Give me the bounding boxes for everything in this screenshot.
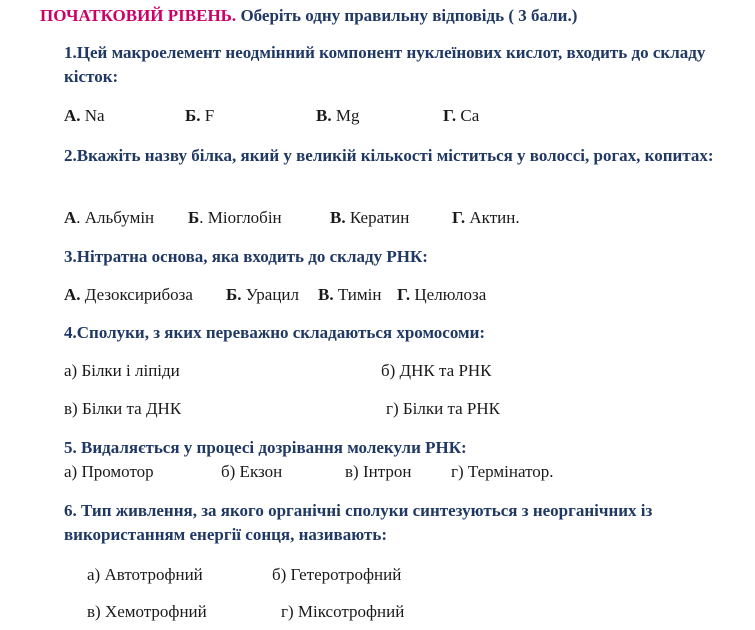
q4-option-a[interactable]: а) Білки і ліпіди bbox=[64, 361, 180, 380]
q3-option-c[interactable] bbox=[318, 285, 381, 305]
option-letter: В. bbox=[330, 208, 346, 227]
option-text: Дезоксирибоза bbox=[80, 285, 193, 304]
q5-option-b[interactable]: б) Екзон bbox=[221, 462, 283, 481]
option-letter: Г. bbox=[397, 285, 411, 304]
level-title: ПОЧАТКОВИЙ РІВЕНЬ. bbox=[40, 6, 237, 25]
q6-option-c[interactable]: в) Хемотрофний bbox=[87, 602, 207, 621]
q4-option-c[interactable]: в) Білки та ДНК bbox=[64, 399, 182, 418]
question-5: 5. Видаляється у процесі дозрівання молекули РНК: bbox=[64, 438, 467, 457]
q3-option-b[interactable] bbox=[226, 285, 299, 305]
q4-option-b[interactable]: б) ДНК та РНК bbox=[381, 361, 492, 380]
q1-option-b[interactable] bbox=[185, 106, 214, 126]
q1-option-d[interactable] bbox=[443, 106, 479, 126]
option-letter: Г. bbox=[452, 208, 466, 227]
q6-option-d[interactable]: г) Міксотрофний bbox=[281, 602, 405, 621]
question-4: 4.Сполуки, з яких переважно складаються хромосоми: bbox=[64, 323, 486, 342]
option-text: Тимін bbox=[333, 285, 382, 304]
question-3: 3.Нітратна основа, яка входить до складу РНК: bbox=[64, 247, 428, 266]
q2-option-c[interactable] bbox=[330, 208, 409, 228]
instruction-text: Оберіть одну правильну відповідь ( 3 бали.) bbox=[236, 6, 578, 25]
test-header bbox=[40, 6, 577, 26]
q2-option-d[interactable] bbox=[452, 208, 520, 228]
q4-option-d[interactable]: г) Білки та РНК bbox=[386, 399, 500, 418]
option-text: Актин. bbox=[465, 208, 520, 227]
option-text: Na bbox=[80, 106, 105, 125]
option-letter: А bbox=[64, 208, 77, 227]
question-2: 2.Вкажіть назву білка, який у великій кількості міститься у волоссі, рогах, копитах: bbox=[64, 146, 714, 165]
option-text: . Альбумін bbox=[76, 208, 155, 227]
q2-option-b[interactable] bbox=[188, 208, 282, 228]
question-1: 1.Цей макроелемент неодмінний компонент нуклеїнових кислот, входить до складу кісток: bbox=[64, 43, 706, 86]
option-letter: Б bbox=[188, 208, 200, 227]
option-text: Mg bbox=[331, 106, 360, 125]
q3-option-a[interactable] bbox=[64, 285, 193, 305]
option-letter: Б. bbox=[226, 285, 242, 304]
q5-option-d[interactable]: г) Термінатор. bbox=[451, 462, 554, 481]
q2-option-a[interactable] bbox=[64, 208, 154, 228]
q1-option-a[interactable] bbox=[64, 106, 105, 126]
q5-option-a[interactable]: а) Промотор bbox=[64, 462, 154, 481]
option-text: . Міоглобін bbox=[199, 208, 282, 227]
option-letter: А. bbox=[64, 285, 81, 304]
option-letter: Г. bbox=[443, 106, 457, 125]
option-letter: В. bbox=[316, 106, 332, 125]
option-text: Урацил bbox=[241, 285, 300, 304]
option-text: Целюлоза bbox=[410, 285, 487, 304]
option-text: Кератин bbox=[345, 208, 410, 227]
option-text: F bbox=[200, 106, 215, 125]
q5-option-c[interactable]: в) Інтрон bbox=[345, 462, 412, 481]
option-letter: Б. bbox=[185, 106, 201, 125]
q6-option-b[interactable]: б) Гетеротрофний bbox=[272, 565, 402, 584]
q6-option-a[interactable]: а) Автотрофний bbox=[87, 565, 203, 584]
option-text: Ca bbox=[456, 106, 480, 125]
q3-option-d[interactable] bbox=[397, 285, 486, 305]
option-letter: В. bbox=[318, 285, 334, 304]
option-letter: А. bbox=[64, 106, 81, 125]
q1-option-c[interactable] bbox=[316, 106, 359, 126]
question-6: 6. Тип живлення, за якого органічні сполуки синтезуються з неорганічних із використанням енергії сонця, називають: bbox=[64, 501, 653, 544]
